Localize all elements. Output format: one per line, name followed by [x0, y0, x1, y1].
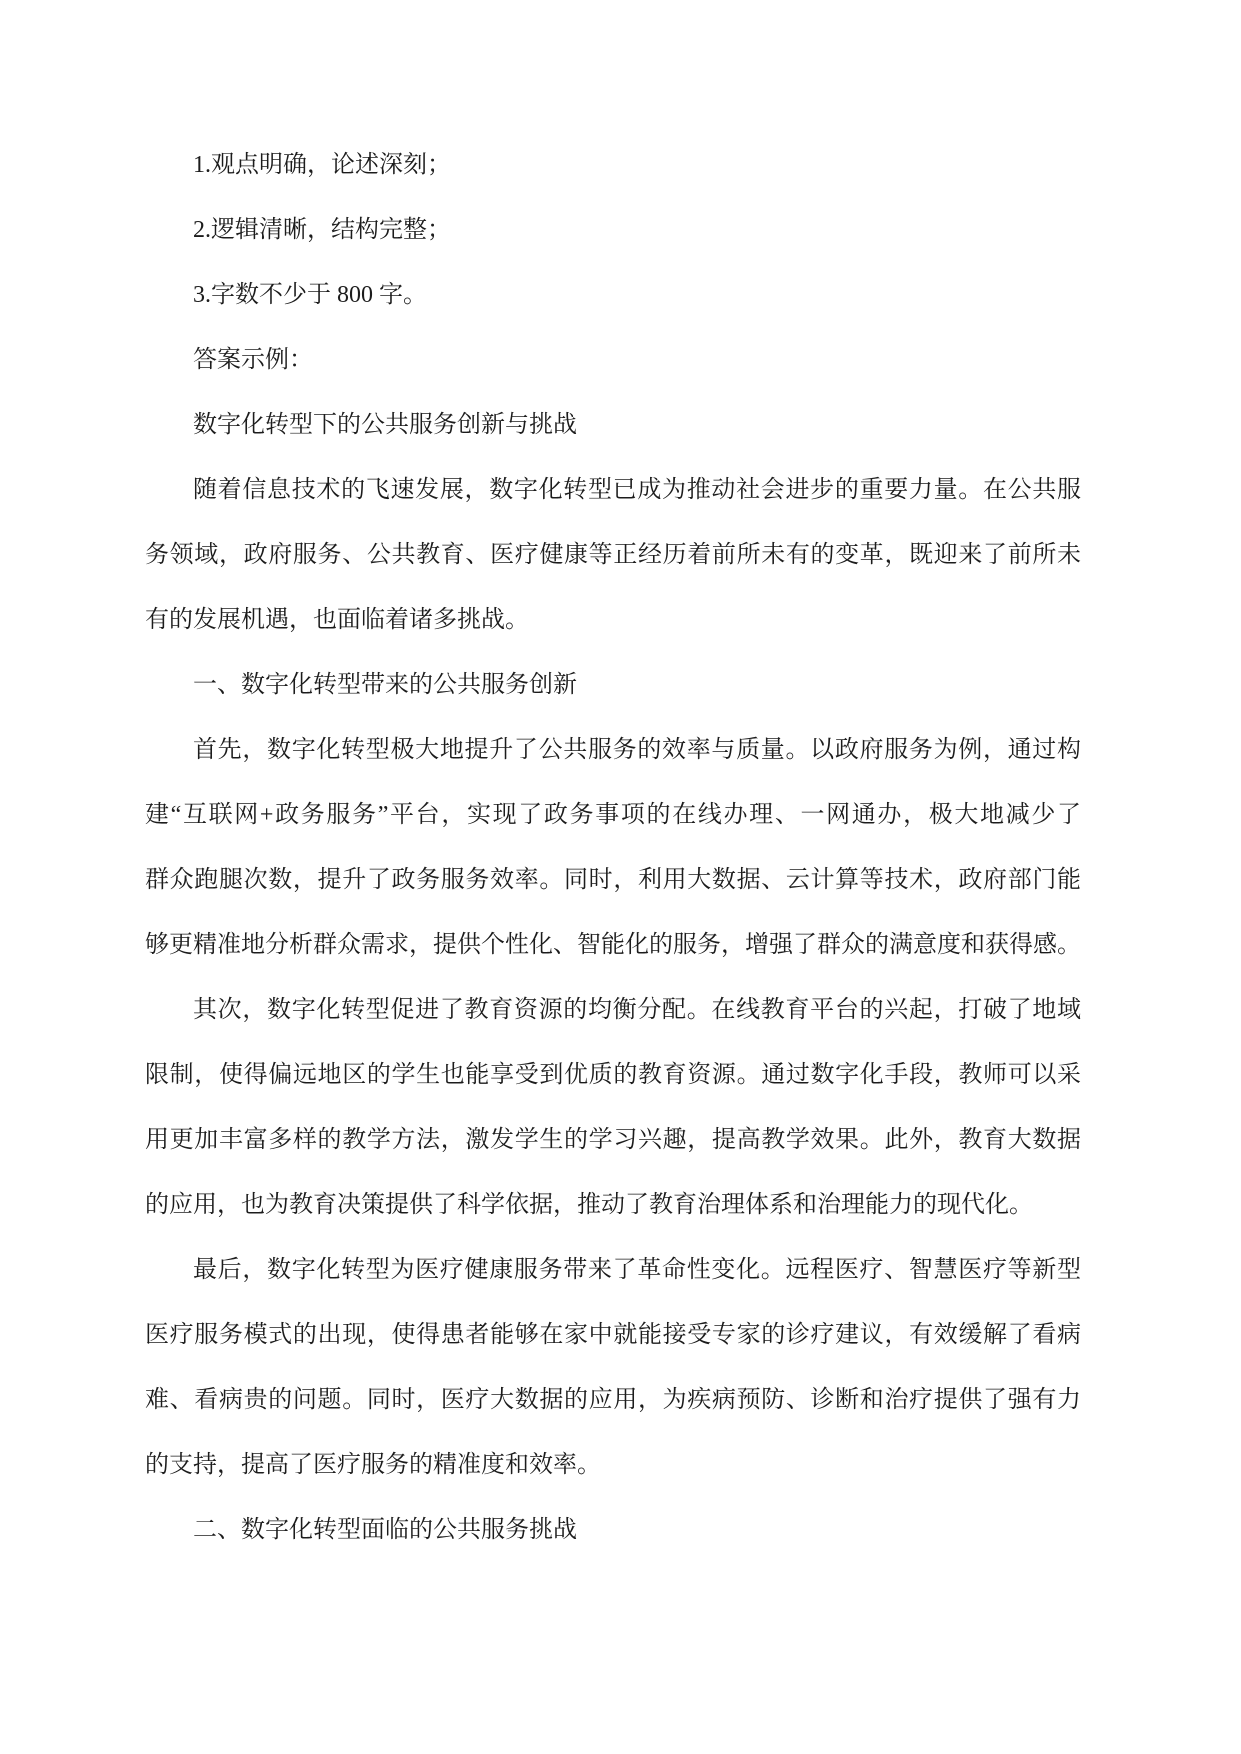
text-line: 二、数字化转型面临的公共服务挑战 — [193, 1517, 577, 1543]
gov-services-paragraph — [145, 718, 1241, 978]
section-2-heading — [145, 1498, 1241, 1563]
section-1-heading — [145, 653, 1241, 718]
text-line: 最后，数字化转型为医疗健康服务带来了革命性变化。远程医疗、智慧医疗等新型 — [193, 1257, 1081, 1283]
requirement-item-2 — [145, 198, 1241, 263]
text-line: 3.字数不少于 800 字。 — [193, 282, 427, 308]
answer-example-label — [145, 328, 1241, 393]
essay-title — [145, 393, 1241, 458]
requirement-item-3 — [145, 263, 1241, 328]
text-line: 随着信息技术的飞速发展，数字化转型已成为推动社会进步的重要力量。在公共服 — [193, 477, 1081, 503]
text-line: 一、数字化转型带来的公共服务创新 — [193, 672, 577, 698]
text-line: 首先，数字化转型极大地提升了公共服务的效率与质量。以政府服务为例，通过构 — [193, 737, 1081, 763]
text-line: 限制，使得偏远地区的学生也能享受到优质的教育资源。通过数字化手段，教师可以采 — [145, 1062, 1081, 1088]
text-line: 建“互联网+政务服务”平台，实现了政务事项的在线办理、一网通办，极大地减少了 — [145, 802, 1081, 828]
text-line: 1.观点明确，论述深刻； — [193, 152, 451, 178]
text-line: 务领域，政府服务、公共教育、医疗健康等正经历着前所未有的变革，既迎来了前所未 — [145, 542, 1081, 568]
text-line: 数字化转型下的公共服务创新与挑战 — [193, 412, 577, 438]
intro-paragraph — [145, 458, 1241, 653]
text-line: 够更精准地分析群众需求，提供个性化、智能化的服务，增强了群众的满意度和获得感。 — [145, 932, 1081, 958]
education-paragraph — [145, 978, 1241, 1238]
text-line: 其次，数字化转型促进了教育资源的均衡分配。在线教育平台的兴起，打破了地域 — [193, 997, 1081, 1023]
text-line: 医疗服务模式的出现，使得患者能够在家中就能接受专家的诊疗建议，有效缓解了看病 — [145, 1322, 1081, 1348]
healthcare-paragraph — [145, 1238, 1241, 1498]
requirement-item-1 — [145, 133, 1241, 198]
text-line: 答案示例： — [193, 347, 313, 373]
text-line: 的应用，也为教育决策提供了科学依据，推动了教育治理体系和治理能力的现代化。 — [145, 1192, 1033, 1218]
text-line: 用更加丰富多样的教学方法，激发学生的学习兴趣，提高教学效果。此外，教育大数据 — [145, 1127, 1081, 1153]
text-line: 难、看病贵的问题。同时，医疗大数据的应用，为疾病预防、诊断和治疗提供了强有力 — [145, 1387, 1081, 1413]
text-line: 有的发展机遇，也面临着诸多挑战。 — [145, 607, 529, 633]
text-line: 的支持，提高了医疗服务的精准度和效率。 — [145, 1452, 601, 1478]
text-line: 群众跑腿次数，提升了政务服务效率。同时，利用大数据、云计算等技术，政府部门能 — [145, 867, 1081, 893]
text-line: 2.逻辑清晰，结构完整； — [193, 217, 451, 243]
